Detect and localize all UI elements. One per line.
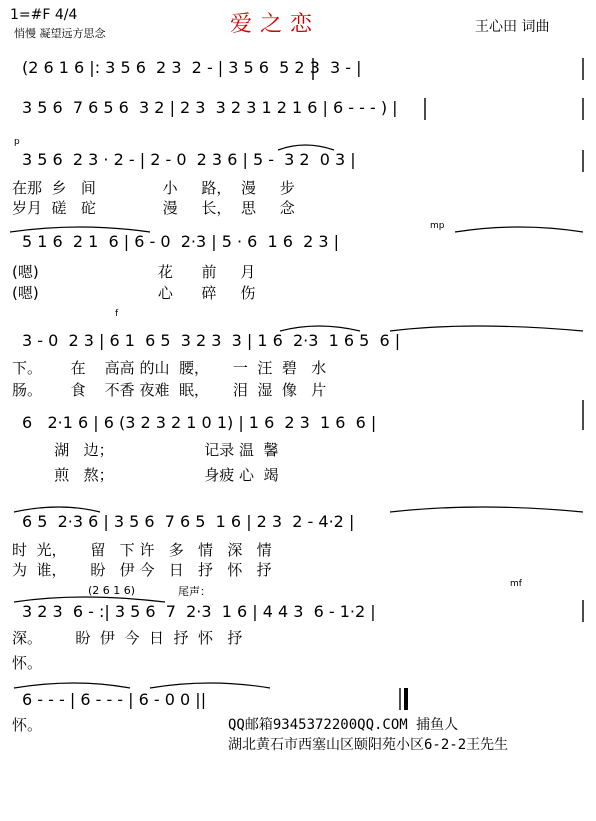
score-line-8: 3 2 3 6 - :| 3 5 6 7 2·3 1 6 | 4 4 3 6 - 1·2 | <box>22 602 376 621</box>
lyrics-line-4-verse-2: (嗯) 心 碎 伤 <box>12 284 256 302</box>
song-title: 爱之恋 <box>230 12 321 37</box>
lyrics-line-8-verse-2: 怀。 <box>12 654 43 672</box>
lyrics-line-5-verse-2: 肠。 食 不香 夜难 眠， 泪 湿 像 片 <box>12 381 327 399</box>
slur <box>390 326 583 331</box>
lyrics-line-8-verse-1: 深。 盼 伊 今 日 抒 怀 抒 <box>12 629 243 647</box>
score-line-6: 6 2·1 6 | 6 (3 2 3 2 1 0 1) | 1 6 2 3 1 6 6 | <box>22 413 377 432</box>
dynamic-mark-p: p <box>14 137 20 147</box>
lyrics-line-7-verse-1: 时 光， 留 下 许 多 情 深 情 <box>12 541 272 559</box>
score-line-9: 6 - - - | 6 - - - | 6 - 0 0 || <box>22 690 207 709</box>
dynamic-mark-mf: mf <box>510 579 522 589</box>
dynamic-mark-f: f <box>115 309 119 319</box>
score-line-7: 6 5 2·3 6 | 3 5 6 7 6 5 1 6 | 2 3 2 - 4·2 | <box>22 512 355 531</box>
score-line-3: 3 5 6 2 3 · 2 - | 2 - 0 2 3 6 | 5 - 3 2 0 3 | <box>22 150 356 169</box>
score-line-5: 3 - 0 2 3 | 6 1 6 5 3 2 3 3 | 1 6 2·3 1 6 5 6 | <box>22 331 401 350</box>
lyrics-line-5-verse-1: 下。 在 高高 的山 腰， 一 汪 碧 水 <box>12 359 327 377</box>
slur <box>14 683 130 688</box>
key-signature: 1=#F 4/4 <box>10 7 78 23</box>
score-line-1: (2 6 1 6 |: 3 5 6 2 3 2 - | 3 5 6 5 2 3 3 - | <box>22 58 362 77</box>
score-line-4: 5 1 6 2 1 6 | 6 - 0 2·3 | 5 · 6 1 6 2 3 | <box>22 232 340 251</box>
contact-address: 湖北黄石市西塞山区颐阳苑小区6-2-2王先生 <box>228 737 509 753</box>
tempo-marking: 悄慢 凝望远方思念 <box>14 27 106 40</box>
dynamic-mark-mp: mp <box>430 221 445 231</box>
slur <box>455 227 583 232</box>
lyrics-line-3-verse-1: 在那 乡 间 小 路， 漫 步 <box>12 179 295 197</box>
lyrics-line-6-verse-1: 湖 边； 记录 温 馨 <box>40 441 279 459</box>
score-line-2: 3 5 6 7 6 5 6 3 2 | 2 3 3 2 3 1 2 1 6 | 6 - - - ) | <box>22 98 398 117</box>
lyrics-line-6-verse-2: 煎 熬； 身疲 心 竭 <box>40 466 279 484</box>
slur <box>390 507 583 512</box>
coda-label: 尾声： <box>178 585 211 598</box>
lyrics-line-3-verse-2: 岁月 磋 砣 漫 长， 思 念 <box>12 199 295 217</box>
lyrics-line-4-verse-1: (嗯) 花 前 月 <box>12 263 256 281</box>
slur <box>150 683 270 688</box>
contact-email: QQ邮箱9345372200QQ.COM 捕鱼人 <box>228 717 459 733</box>
lyrics-line-7-verse-2: 为 谁， 盼 伊 今 日 抒 怀 抒 <box>12 561 272 579</box>
repeat-ending-notes: (2 6 1 6) <box>88 584 136 597</box>
lyrics-line-9: 怀。 <box>12 716 43 734</box>
composer-credit: 王心田 词曲 <box>475 19 550 35</box>
